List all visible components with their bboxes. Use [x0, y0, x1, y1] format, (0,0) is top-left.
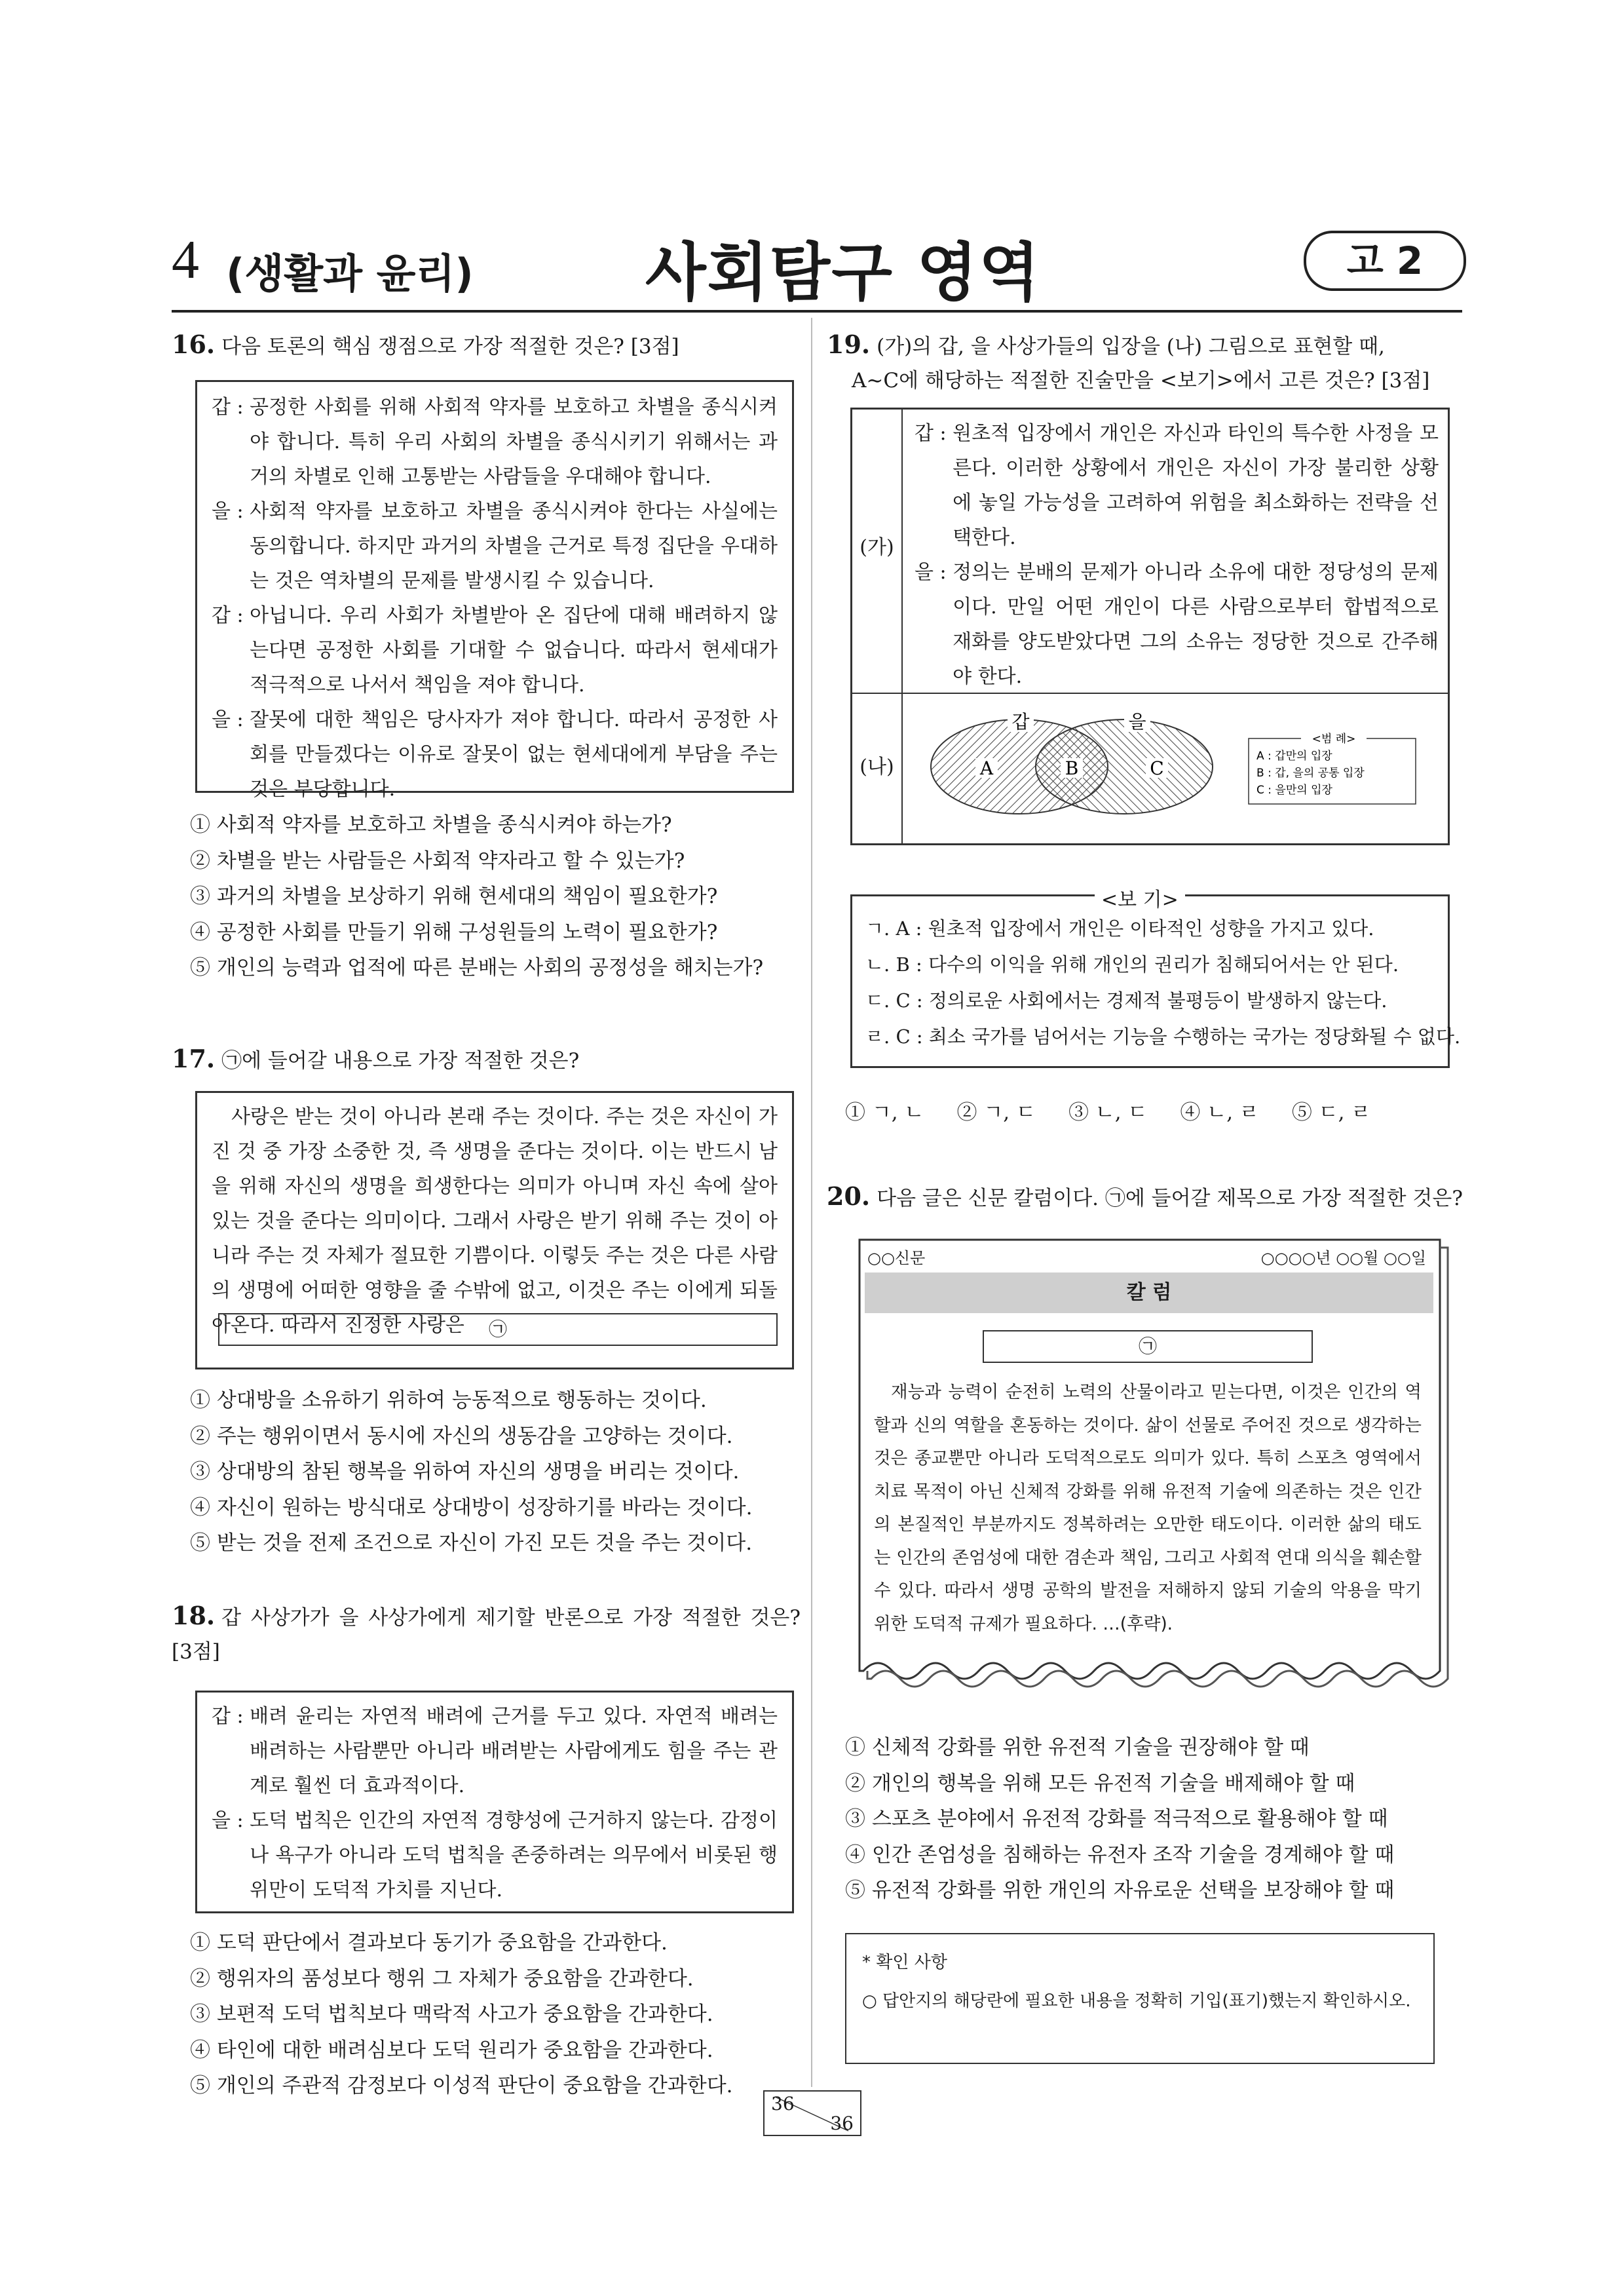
dialog-line: 갑 : 원초적 입장에서 개인은 자신과 타인의 특수한 사정을 모른다. 이러한 상황에서 개인은 자신이 가장 불리한 상황에 놓일 가능성을 고려하여 위험을 최소화하는 전략을 선택한다.: [915, 422, 1439, 549]
dialog-line: 을 : 도덕 법칙은 인간의 자연적 경향성에 근거하지 않는다. 감정이나 욕구가 아니라 도덕 법칙을 존중하려는 의무에서 비롯된 행위만이 도덕적 가치를 지닌다.: [212, 1809, 778, 1902]
legend-item: C : 을만의 입장: [1256, 784, 1332, 797]
bogi-item: ㄴ. B : 다수의 이익을 위해 개인의 권리가 침해되어서는 안 된다.: [865, 953, 1399, 976]
answer-option[interactable]: ⑤ 유전적 강화를 위한 개인의 자유로운 선택을 보장해야 할 때: [845, 1879, 1395, 1902]
question-17: [172, 1042, 801, 1078]
answer-option[interactable]: ④ ㄴ, ㄹ: [1180, 1101, 1259, 1124]
newspaper-date: ○○○○년 ○○월 ○○일: [1260, 1249, 1426, 1267]
q19-table: [850, 408, 1450, 845]
blank-box: ㉠: [983, 1330, 1313, 1363]
page-number: 4: [172, 229, 199, 290]
answer-option[interactable]: ① 신체적 강화를 위한 유전적 기술을 권장해야 할 때: [845, 1736, 1310, 1759]
question-text: 다음 글은 신문 칼럼이다. ㉠에 들어갈 제목으로 가장 적절한 것은?: [877, 1187, 1463, 1210]
q17-options: [190, 1383, 752, 1561]
question-text: (가)의 갑, 을 사상가들의 입장을 (나) 그림으로 표현할 때,: [877, 335, 1385, 358]
bogi-item: ㄱ. A : 원초적 입장에서 개인은 이타적인 성향을 가지고 있다.: [865, 917, 1374, 940]
answer-option[interactable]: ② 주는 행위이면서 동시에 자신의 생동감을 고양하는 것이다.: [190, 1424, 733, 1448]
notice-text: ○ 답안지의 해당란에 필요한 내용을 정확히 기입(표기)했는지 확인하시오.: [862, 1991, 1411, 2011]
q18-options: [190, 1925, 733, 2104]
dialog-line: 을 : 잘못에 대한 책임은 당사자가 져야 합니다. 따라서 공정한 사회를 만들겠다는 이유로 잘못이 없는 현세대에게 부담을 주는 것은 부당합니다.: [212, 708, 778, 801]
question-19: [827, 328, 1462, 398]
q18-dialog-box: [195, 1691, 794, 1913]
venn-region-b: B: [1065, 757, 1079, 779]
answer-option[interactable]: ② ㄱ, ㄷ: [956, 1101, 1036, 1124]
page-title: 사회탐구 영역: [645, 236, 1041, 309]
question-number: 16.: [172, 330, 216, 359]
answer-option[interactable]: ⑤ 개인의 능력과 업적에 따른 분배는 사회의 공정성을 해치는가?: [190, 956, 764, 980]
answer-option[interactable]: ② 차별을 받는 사람들은 사회적 약자라고 할 수 있는가?: [190, 849, 685, 873]
answer-option[interactable]: ③ 보편적 도덕 법칙보다 맥락적 사고가 중요함을 간과한다.: [190, 2002, 713, 2026]
answer-option[interactable]: ④ 자신이 원하는 방식대로 상대방이 성장하기를 바라는 것이다.: [190, 1495, 753, 1520]
answer-option[interactable]: ③ 과거의 차별을 보상하기 위해 현세대의 책임이 필요한가?: [190, 885, 718, 908]
ga-dialog: [915, 416, 1439, 694]
column-divider: [811, 318, 812, 2087]
notice-title: * 확인 사항: [862, 1953, 947, 1972]
ga-label: (가): [859, 536, 894, 559]
answer-option[interactable]: ② 행위자의 품성보다 행위 그 자체가 중요함을 간과한다.: [190, 1966, 694, 1991]
q16-options: [190, 807, 763, 986]
total-pages: 36: [830, 2113, 854, 2134]
answer-option[interactable]: ① 도덕 판단에서 결과보다 동기가 중요함을 간과한다.: [190, 1931, 668, 1955]
dialog-line: 갑 : 공정한 사회를 위해 사회적 약자를 보호하고 차별을 종식시켜야 합니다. 특히 우리 사회의 차별을 종식시키기 위해서는 과거의 차별로 인해 고통받는 사람들을 우대해야 합니다.: [212, 396, 778, 488]
question-18: [172, 1599, 801, 1669]
dialog-line: 갑 : 아닙니다. 우리 사회가 차별받아 온 집단에 대해 배려하지 않는다면 공정한 사회를 기대할 수 없습니다. 따라서 현세대가 적극적으로 나서서 책임을 져야 합니다.: [212, 604, 778, 697]
q16-dialog-box: [195, 380, 794, 801]
answer-option[interactable]: ① ㄱ, ㄴ: [845, 1101, 924, 1124]
newspaper-column: [858, 1238, 1451, 1717]
venn-region-a: A: [979, 757, 994, 779]
q20-options: [845, 1730, 1394, 1909]
dialog-line: 을 : 정의는 분배의 문제가 아니라 소유에 대한 정당성의 문제이다. 만일 어떤 개인이 다른 사람으로부터 합법적으로 재화를 양도받았다면 그의 소유는 정당한 것으로 간주해야 한다.: [915, 561, 1439, 688]
bogi-item: ㄹ. C : 최소 국가를 넘어서는 기능을 수행하는 국가는 정당화될 수 없다.: [865, 1025, 1461, 1048]
question-text-line2: A∼C에 해당하는 적절한 진술만을 <보기>에서 고른 것은? [3점]: [852, 369, 1430, 392]
venn-right-label: 을: [1128, 711, 1146, 733]
answer-option[interactable]: ② 개인의 행복을 위해 모든 유전적 기술을 배제해야 할 때: [845, 1771, 1355, 1795]
question-number: 17.: [172, 1044, 216, 1073]
answer-option[interactable]: ④ 타인에 대한 배려심보다 도덕 원리가 중요함을 간과한다.: [190, 2038, 713, 2062]
venn-left-label: 갑: [1011, 711, 1030, 733]
venn-region-c: C: [1150, 757, 1164, 779]
answer-option[interactable]: ③ 스포츠 분야에서 유전적 강화를 적극적으로 활용해야 할 때: [845, 1807, 1388, 1831]
table-vline: [901, 410, 903, 843]
question-16: [172, 328, 801, 364]
answer-option[interactable]: ③ 상대방의 참된 행복을 위하여 자신의 생명을 버리는 것이다.: [190, 1460, 740, 1483]
legend-item: A : 갑만의 입장: [1256, 750, 1332, 763]
question-text: ㉠에 들어갈 내용으로 가장 적절한 것은?: [221, 1049, 580, 1073]
answer-option[interactable]: ① 사회적 약자를 보호하고 차별을 종식시켜야 하는가?: [190, 813, 672, 837]
page-counter: [763, 2090, 861, 2136]
column-header: 칼 럼: [865, 1272, 1433, 1313]
q17-passage-box: [195, 1091, 794, 1369]
na-label: (나): [859, 756, 894, 778]
dialog-line: 을 : 사회적 약자를 보호하고 차별을 종식시켜야 한다는 사실에는 동의합니다. 하지만 과거의 차별을 근거로 특정 집단을 우대하는 것은 역차별의 문제를 발생시킬 수 있습니다.: [212, 500, 778, 592]
venn-diagram: [928, 698, 1445, 842]
question-text: 다음 토론의 핵심 쟁점으로 가장 적절한 것은? [3점]: [221, 335, 679, 358]
notice-box: [845, 1933, 1435, 2064]
bogi-title: <보 기>: [1095, 883, 1185, 912]
dialog-line: 갑 : 배려 윤리는 자연적 배려에 근거를 두고 있다. 자연적 배려는 배려하는 사람뿐만 아니라 배려받는 사람에게도 힘을 주는 관계로 훨씬 더 효과적이다.: [212, 1705, 778, 1797]
column-body: 재능과 능력이 순전히 노력의 산물이라고 믿는다면, 이것은 인간의 역할과 신의 역할을 혼동하는 것이다. 삶이 선물로 주어진 것으로 생각하는 것은 종교뿐만 아니라 도덕적으로도 의미가 있다. 특히 스포츠 영역에서 치료 목적이 아닌 신체적 강화를 위해 유전적 기술에 의존하는 것은 인간의 본질적인 부분까지도 정복하려는 오만한 태도이다. 이러한 삶의 태도는 인간의 존엄성에 대한 겸손과 책임, 그리고 사회적 연대 의식을 훼손할 수 있다. 따라서 생명 공학의 발전을 저해하지 않되 기술의 악용을 막기 위한 도덕적 규제가 필요하다. …(후략).: [874, 1382, 1422, 1634]
answer-option[interactable]: ⑤ ㄷ, ㄹ: [1291, 1101, 1371, 1124]
question-number: 18.: [172, 1601, 216, 1630]
answer-option[interactable]: ⑤ 받는 것을 전제 조건으로 자신이 가진 모든 것을 주는 것이다.: [190, 1531, 753, 1555]
question-20: [827, 1179, 1465, 1215]
legend-title: <범 례>: [1312, 733, 1356, 746]
q19-bogi-box: [850, 889, 1461, 1068]
blank-box: ㉠: [218, 1313, 778, 1346]
answer-option[interactable]: ① 상대방을 소유하기 위하여 능동적으로 행동하는 것이다.: [190, 1388, 707, 1412]
bogi-item: ㄷ. C : 정의로운 사회에서는 경제적 불평등이 발생하지 않는다.: [865, 989, 1388, 1012]
answer-option[interactable]: ③ ㄴ, ㄷ: [1068, 1101, 1148, 1124]
question-number: 19.: [827, 330, 871, 359]
q19-options: [845, 1096, 1370, 1125]
subject-label: (생활과 윤리): [226, 250, 474, 297]
question-number: 20.: [827, 1181, 871, 1211]
answer-option[interactable]: ④ 공정한 사회를 만들기 위해 구성원들의 노력이 필요한가?: [190, 920, 718, 944]
grade-badge: 고 2: [1304, 231, 1466, 291]
header-rule: [172, 310, 1462, 313]
answer-option[interactable]: ⑤ 개인의 주관적 감정보다 이성적 판단이 중요함을 간과한다.: [190, 2074, 733, 2097]
answer-option[interactable]: ④ 인간 존엄성을 침해하는 유전자 조작 기술을 경계해야 할 때: [845, 1843, 1395, 1867]
question-text: 갑 사상가가 을 사상가에게 제기할 반론으로 가장 적절한 것은? [3점]: [172, 1606, 801, 1664]
passage-text: 사랑은 받는 것이 아니라 본래 주는 것이다. 주는 것은 자신이 가진 것 중 가장 소중한 것, 즉 생명을 준다는 것이다. 이는 반드시 남을 위해 자신의 생명을 희생한다는 의미가 아니며 자신 속에 살아 있는 것을 준다는 의미이다. 그래서 사랑은 받기 위해 주는 것이 아니라 주는 것 자체가 절묘한 기쁨이다. 이렇듯 주는 것은 다른 사람의 생명에 어떠한 영향을 줄 수밖에 없고, 이것은 주는 이에게 되돌아온다. 따라서 진정한 사랑은: [212, 1105, 778, 1337]
bogi-list: [865, 911, 1460, 1055]
legend-item: B : 갑, 을의 공통 입장: [1256, 767, 1365, 780]
newspaper-name: ○○신문: [867, 1249, 926, 1267]
current-page: 36: [771, 2093, 795, 2114]
